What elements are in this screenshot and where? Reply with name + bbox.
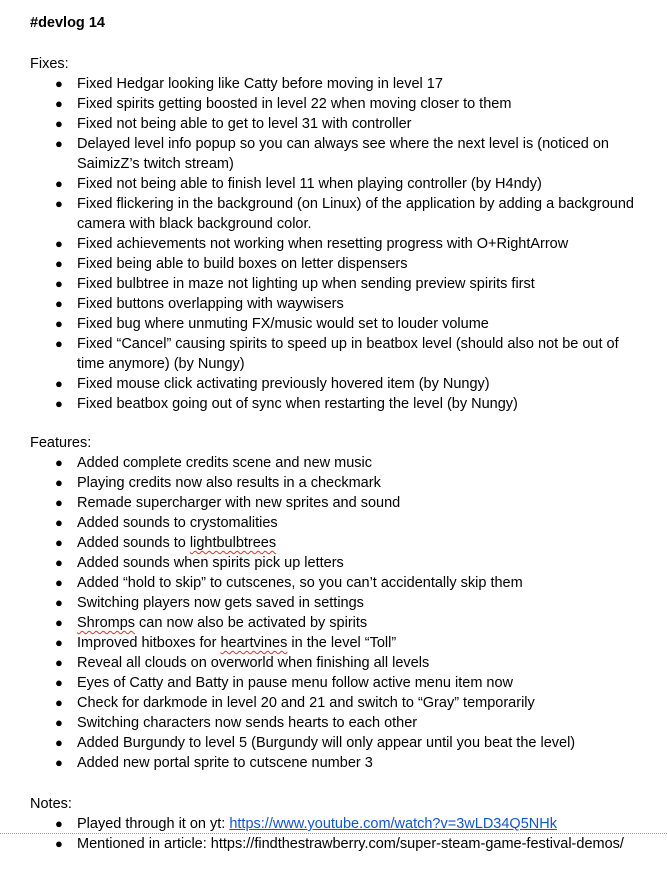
list-item: ● Reveal all clouds on overworld when finishing all levels	[55, 655, 430, 671]
list-item: ● Fixed buttons overlapping with waywisers	[55, 296, 344, 312]
list-item: ● Switching players now gets saved in settings	[55, 595, 364, 611]
list-item: ● Fixed mouse click activating previously hovered item (by Nungy)	[55, 376, 490, 392]
list-item: ● Fixed bug where unmuting FX/music would set to louder volume	[55, 316, 489, 332]
bullet-icon: ●	[55, 76, 63, 91]
bullet-icon: ●	[55, 495, 63, 510]
bullet-icon: ●	[55, 316, 63, 331]
fixes-section	[0, 54, 667, 414]
list-item: ● Shromps can now also be activated by spirits	[55, 615, 368, 631]
bullet-icon: ●	[55, 455, 63, 470]
list-item: ● Fixed Hedgar looking like Catty before moving in level 17	[55, 76, 443, 92]
bullet-icon: ●	[55, 575, 63, 590]
bullet-icon: ●	[55, 276, 63, 291]
notes-list	[0, 814, 667, 854]
bullet-icon: ●	[55, 96, 63, 111]
bullet-icon: ●	[55, 836, 63, 851]
page-break-divider	[0, 833, 667, 834]
list-item: ● Added sounds to lightbulbtrees	[55, 535, 277, 551]
youtube-link[interactable]: https://www.youtube.com/watch?v=3wLD34Q5NHk	[229, 816, 557, 832]
bullet-icon: ●	[55, 136, 63, 151]
list-item: ● Eyes of Catty and Batty in pause menu follow active menu item now	[55, 675, 514, 691]
bullet-icon: ●	[55, 475, 63, 490]
article-url: https://findthestrawberry.com/super-steam-game-festival-demos/	[210, 836, 624, 852]
notes-heading: Notes:	[30, 796, 72, 812]
list-item: ● Fixed being able to build boxes on letter dispensers	[55, 256, 408, 272]
bullet-icon: ●	[55, 715, 63, 730]
list-item: ● Added sounds when spirits pick up letters	[55, 555, 344, 571]
fixes-list	[0, 74, 667, 414]
spellcheck-flagged-word[interactable]: Shromps	[77, 615, 136, 631]
features-heading: Features:	[30, 435, 92, 451]
bullet-icon: ●	[55, 396, 63, 411]
features-list	[0, 453, 667, 773]
fixes-heading: Fixes:	[30, 56, 69, 72]
article-label: Mentioned in article:	[77, 836, 211, 852]
bullet-icon: ●	[55, 655, 63, 670]
list-item: ● Improved hitboxes for heartvines in the level “Toll”	[55, 635, 397, 651]
list-item: ● Switching characters now sends hearts to each other	[55, 715, 418, 731]
bullet-icon: ●	[55, 296, 63, 311]
notes-section	[0, 794, 667, 854]
list-item: ● Remade supercharger with new sprites and sound	[55, 495, 401, 511]
bullet-icon: ●	[55, 755, 63, 770]
played-label: Played through it on yt:	[77, 816, 230, 832]
list-item: ● Added new portal sprite to cutscene number 3	[55, 755, 373, 771]
spellcheck-flagged-word[interactable]: lightbulbtrees	[189, 535, 277, 551]
list-item: ● Added complete credits scene and new music	[55, 455, 372, 471]
devlog-title: #devlog 14	[30, 15, 105, 31]
bullet-icon: ●	[55, 376, 63, 391]
bullet-icon: ●	[55, 615, 63, 630]
bullet-icon: ●	[55, 116, 63, 131]
list-item: ● Added “hold to skip” to cutscenes, so you can’t accidentally skip them	[55, 575, 523, 591]
list-item: ● Fixed not being able to finish level 11 when playing controller (by H4ndy)	[55, 176, 542, 192]
bullet-icon: ●	[55, 635, 63, 650]
bullet-icon: ●	[55, 595, 63, 610]
list-item: ● Fixed not being able to get to level 31 with controller	[55, 116, 412, 132]
bullet-icon: ●	[55, 176, 63, 191]
list-item: ● Fixed achievements not working when resetting progress with O+RightArrow	[55, 236, 569, 252]
bullet-icon: ●	[55, 735, 63, 750]
bullet-icon: ●	[55, 675, 63, 690]
list-item: ● Delayed level info popup so you can always see where the next level is (noticed on SaimizZ’s twitch stream)	[55, 136, 609, 172]
list-item	[0, 834, 667, 854]
bullet-icon: ●	[55, 336, 63, 351]
list-item: ● Fixed bulbtree in maze not lighting up when sending preview spirits first	[55, 276, 535, 292]
list-item: ● Added Burgundy to level 5 (Burgundy will only appear until you beat the level)	[55, 735, 576, 751]
features-section	[0, 433, 667, 773]
list-item: ● Fixed flickering in the background (on Linux) of the application by adding a background camera with black background color.	[55, 196, 634, 232]
list-item: ● Playing credits now also results in a checkmark	[55, 475, 381, 491]
list-item: ● Fixed spirits getting boosted in level 22 when moving closer to them	[55, 96, 512, 112]
list-item	[0, 814, 667, 834]
bullet-icon: ●	[55, 695, 63, 710]
bullet-icon: ●	[55, 236, 63, 251]
list-item: ● Check for darkmode in level 20 and 21 and switch to “Gray” temporarily	[55, 695, 535, 711]
list-item: ● Added sounds to crystomalities	[55, 515, 278, 531]
bullet-icon: ●	[55, 256, 63, 271]
spellcheck-flagged-word[interactable]: heartvines	[220, 635, 288, 651]
bullet-icon: ●	[55, 196, 63, 211]
bullet-icon: ●	[55, 535, 63, 550]
bullet-icon: ●	[55, 816, 63, 831]
list-item: ● Fixed “Cancel” causing spirits to speed up in beatbox level (should also not be out of time anymore) (by Nungy)	[55, 336, 619, 372]
bullet-icon: ●	[55, 555, 63, 570]
list-item: ● Fixed beatbox going out of sync when restarting the level (by Nungy)	[55, 396, 518, 412]
bullet-icon: ●	[55, 515, 63, 530]
